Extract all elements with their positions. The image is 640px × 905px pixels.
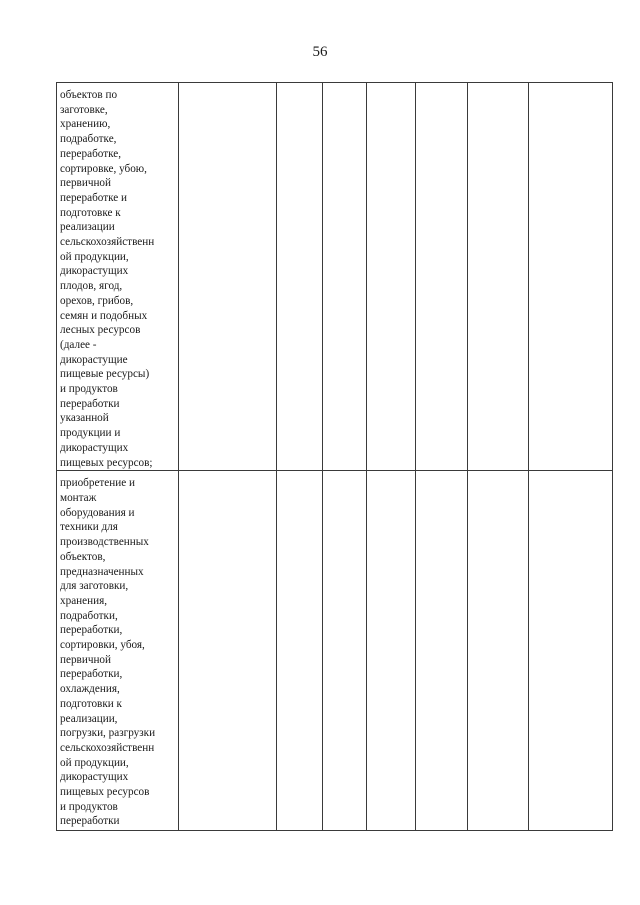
table-cell-empty xyxy=(416,471,468,831)
table-cell-empty xyxy=(367,471,416,831)
table-cell-empty xyxy=(179,471,277,831)
table-row xyxy=(57,471,613,831)
document-table xyxy=(56,82,613,831)
row-description-text: объектов по заготовке, хранению, подработке, переработке, сортировке, убою, первичной переработке и подготовке к реализации сельскохозяйственн ой продукции, дикорастущих плодов, ягод, орехов, грибов, семян и подобных лесных ресурсов (далее - дикорастущие пищевые ресурсы) и продуктов переработки указанной продукции и дикорастущих пищевых ресурсов; xyxy=(60,89,155,469)
table-cell-empty xyxy=(323,83,367,471)
table-cell-empty xyxy=(529,83,613,471)
table-cell-empty xyxy=(416,83,468,471)
table-cell-empty xyxy=(367,83,416,471)
page-number: 56 xyxy=(312,44,328,60)
table-cell-empty xyxy=(277,471,323,831)
table-cell-empty xyxy=(468,471,529,831)
table-cell-empty xyxy=(468,83,529,471)
table-cell-empty xyxy=(277,83,323,471)
table-cell-description xyxy=(57,471,179,831)
table-cell-empty xyxy=(179,83,277,471)
table-row xyxy=(57,83,613,471)
table-cell-empty xyxy=(529,471,613,831)
table-cell-description xyxy=(57,83,179,471)
row-description-text: приобретение и монтаж оборудования и техники для производственных объектов, предназначенных для заготовки, хранения, подработки, переработки, сортировки, убоя, первичной переработки, охлаждения, подготовки к реализации, погрузки, разгрузки сельскохозяйственн ой продукции, дикорастущих пищевых ресурсов и продуктов переработки xyxy=(60,477,156,828)
table-cell-empty xyxy=(323,471,367,831)
